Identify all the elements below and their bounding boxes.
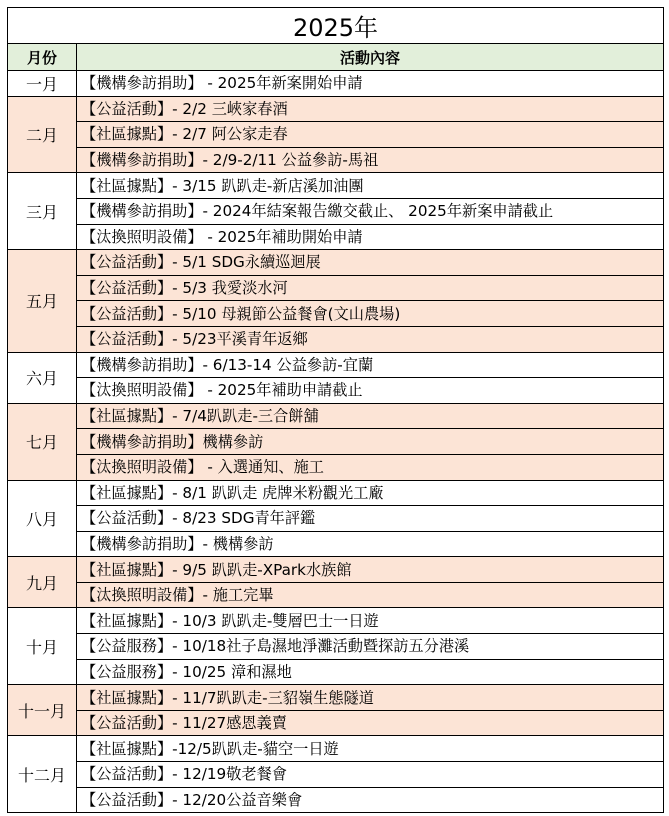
table-row bbox=[8, 582, 664, 608]
table-row bbox=[8, 531, 664, 557]
activity-cell: 【公益活動】- 12/19敬老餐會 bbox=[77, 762, 664, 788]
table-row bbox=[8, 301, 664, 327]
header-content: 活動內容 bbox=[77, 44, 664, 71]
table-row bbox=[8, 403, 664, 429]
activity-cell: 【公益活動】- 5/10 母親節公益餐會(文山農場) bbox=[77, 301, 664, 327]
activity-cell: 【社區據點】- 2/7 阿公家走春 bbox=[77, 122, 664, 148]
activity-cell: 【汰換照明設備】- 施工完畢 bbox=[77, 582, 664, 608]
table-row bbox=[8, 429, 664, 455]
table-row bbox=[8, 762, 664, 788]
activity-cell: 【汰換照明設備】 - 2025年補助申請截止 bbox=[77, 378, 664, 404]
month-cell: 九月 bbox=[8, 557, 77, 608]
table-row bbox=[8, 506, 664, 532]
activity-cell: 【公益活動】- 5/1 SDG永續巡迴展 bbox=[77, 250, 664, 276]
table-row bbox=[8, 454, 664, 480]
table-row bbox=[8, 787, 664, 813]
activity-cell: 【社區據點】- 9/5 趴趴走-XPark水族館 bbox=[77, 557, 664, 583]
table-row bbox=[8, 557, 664, 583]
activity-cell: 【公益活動】- 2/2 三峽家春酒 bbox=[77, 96, 664, 122]
table-row bbox=[8, 96, 664, 122]
activity-cell: 【公益活動】- 5/3 我愛淡水河 bbox=[77, 275, 664, 301]
activity-cell: 【公益服務】- 10/25 漳和濕地 bbox=[77, 659, 664, 685]
activity-cell: 【汰換照明設備】 - 入選通知、施工 bbox=[77, 454, 664, 480]
table-row bbox=[8, 275, 664, 301]
table-row bbox=[8, 224, 664, 250]
activity-cell: 【公益活動】- 11/27感恩義賣 bbox=[77, 710, 664, 736]
activity-cell: 【機構參訪捐助】- 2/9-2/11 公益參訪-馬祖 bbox=[77, 147, 664, 173]
table-row bbox=[8, 147, 664, 173]
table-row bbox=[8, 710, 664, 736]
table-row bbox=[8, 352, 664, 378]
month-cell: 一月 bbox=[8, 71, 77, 97]
table-row bbox=[8, 378, 664, 404]
activity-cell: 【公益服務】- 10/18社子島濕地淨灘活動暨探訪五分港溪 bbox=[77, 634, 664, 660]
activity-cell: 【社區據點】- 10/3 趴趴走-雙層巴士一日遊 bbox=[77, 608, 664, 634]
activity-cell: 【機構參訪捐助】- 2024年結案報告繳交截止、 2025年新案申請截止 bbox=[77, 198, 664, 224]
activity-cell: 【社區據點】- 8/1 趴趴走 虎牌米粉觀光工廠 bbox=[77, 480, 664, 506]
month-cell: 七月 bbox=[8, 403, 77, 480]
table-row bbox=[8, 736, 664, 762]
month-cell: 十二月 bbox=[8, 736, 77, 813]
month-cell: 六月 bbox=[8, 352, 77, 403]
activity-cell: 【機構參訪捐助】機構參訪 bbox=[77, 429, 664, 455]
table-row bbox=[8, 685, 664, 711]
activity-cell: 【公益活動】- 5/23平溪青年返鄉 bbox=[77, 326, 664, 352]
month-cell: 八月 bbox=[8, 480, 77, 557]
month-cell: 十一月 bbox=[8, 685, 77, 736]
table-row bbox=[8, 250, 664, 276]
activity-cell: 【汰換照明設備】 - 2025年補助開始申請 bbox=[77, 224, 664, 250]
table-row bbox=[8, 608, 664, 634]
header-month: 月份 bbox=[8, 44, 77, 71]
month-cell: 二月 bbox=[8, 96, 77, 173]
table-row bbox=[8, 634, 664, 660]
table-row bbox=[8, 198, 664, 224]
table-row bbox=[8, 659, 664, 685]
month-cell: 三月 bbox=[8, 173, 77, 250]
schedule-table bbox=[7, 7, 664, 813]
activity-cell: 【社區據點】- 7/4趴趴走-三合餅舖 bbox=[77, 403, 664, 429]
activity-cell: 【社區據點】-12/5趴趴走-貓空一日遊 bbox=[77, 736, 664, 762]
table-row bbox=[8, 71, 664, 97]
activity-cell: 【機構參訪捐助】 - 2025年新案開始申請 bbox=[77, 71, 664, 97]
table-title: 2025年 bbox=[8, 8, 664, 44]
table-row bbox=[8, 122, 664, 148]
month-cell: 十月 bbox=[8, 608, 77, 685]
activity-cell: 【機構參訪捐助】- 6/13-14 公益參訪-宜蘭 bbox=[77, 352, 664, 378]
activity-cell: 【社區據點】- 11/7趴趴走-三貂嶺生態隧道 bbox=[77, 685, 664, 711]
table-row bbox=[8, 173, 664, 199]
table-row bbox=[8, 480, 664, 506]
activity-cell: 【公益活動】- 8/23 SDG青年評鑑 bbox=[77, 506, 664, 532]
activity-cell: 【社區據點】- 3/15 趴趴走-新店溪加油團 bbox=[77, 173, 664, 199]
activity-cell: 【公益活動】- 12/20公益音樂會 bbox=[77, 787, 664, 813]
month-cell: 五月 bbox=[8, 250, 77, 352]
activity-cell: 【機構參訪捐助】- 機構參訪 bbox=[77, 531, 664, 557]
table-row bbox=[8, 326, 664, 352]
schedule-body bbox=[8, 71, 664, 813]
